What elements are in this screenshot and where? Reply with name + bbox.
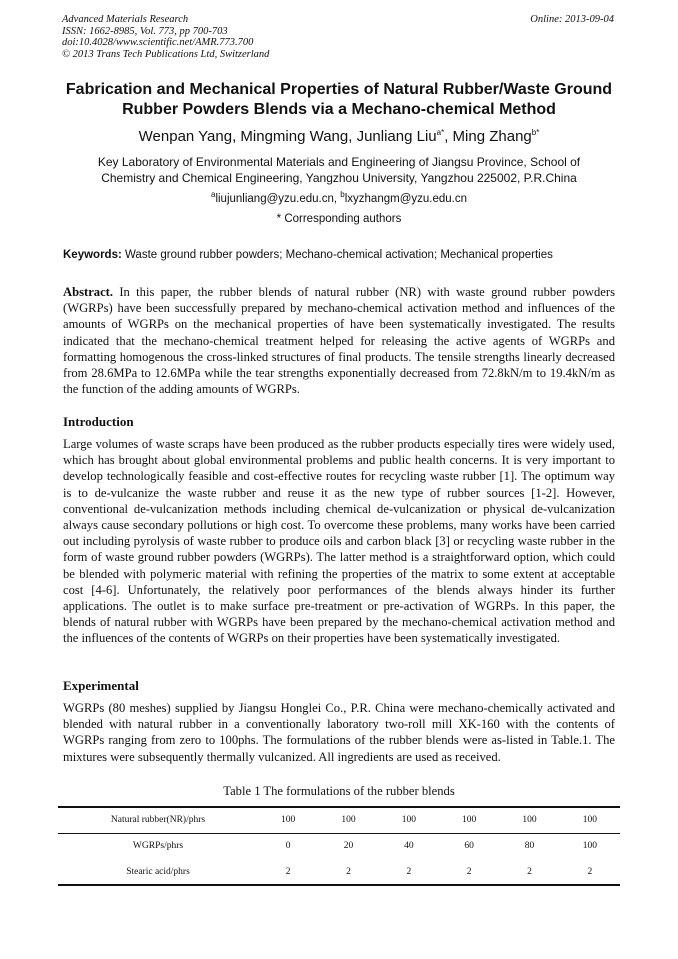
affiliation (70, 154, 608, 186)
journal-name: Advanced Materials Research (62, 14, 189, 25)
section-heading-experimental: Experimental (63, 678, 139, 693)
table-cell: 100 (582, 841, 597, 852)
keywords (63, 249, 616, 261)
title-line: Rubber Powders Blends via a Mechano-chemical Method (122, 101, 556, 118)
affiliation-line: Chemistry and Chemical Engineering, Yangzhou University, Yangzhou 225002, P.R.China (101, 171, 577, 185)
journal-issn: ISSN: 1662-8985, Vol. 773, pp 700-703 (62, 25, 228, 37)
table-cell: 2 (499, 859, 559, 885)
email-link[interactable]: lxyzhangm@yzu.edu.cn (344, 193, 467, 205)
journal-header (62, 14, 269, 60)
table-cell: 2 (439, 859, 499, 885)
keywords-text: Waste ground rubber powders; Mechano-chemical activation; Mechanical properties (121, 249, 553, 261)
table-cell: 100 (379, 807, 439, 833)
table-cell: 100 (560, 807, 620, 833)
table-cell: 2 (379, 859, 439, 885)
row-label: Stearic acid/phrs (58, 859, 258, 885)
email-link[interactable]: liujunliang@yzu.edu.cn, (215, 193, 341, 205)
online-date: Online: 2013-09-04 (530, 14, 614, 25)
authors (40, 128, 638, 145)
experimental-text: WGRPs (80 meshes) supplied by Jiangsu Honglei Co., P.R. China were mechano-chemically activated and blended with natural rubber in a conventionally laboratory two-roll mill XK-160 with the contents of WGRPs ranging from zero to 100phs. The formulations of the rubber blends were as-listed in Table.1. The mixtures were subsequently thermally vulcanized. All ingredients are used as received. (63, 701, 615, 764)
formulation-table (58, 806, 620, 886)
title-line: Fabrication and Mechanical Properties of Natural Rubber/Waste Ground (65, 81, 613, 98)
table-cell: 100 (439, 807, 499, 833)
table-cell: 2 (560, 859, 620, 885)
table-cell: 0 (285, 841, 291, 852)
author-names: Wenpan Yang, Mingming Wang, Junliang Liu (138, 128, 437, 145)
table-cell: 2 (258, 859, 318, 885)
abstract-label: Abstract. (63, 285, 114, 299)
table-cell: 100 (258, 807, 318, 833)
table-cell: 100 (499, 807, 559, 833)
keywords-label: Keywords: (63, 249, 122, 261)
abstract (63, 284, 615, 397)
table-cell: 60 (464, 841, 474, 852)
table-cell: 40 (404, 841, 414, 852)
row-label: Natural rubber(NR)/phrs (58, 807, 258, 833)
paper-title (40, 80, 638, 120)
corresponding-note: * Corresponding authors (276, 213, 402, 225)
table-cell: 100 (318, 807, 378, 833)
journal-copyright: © 2013 Trans Tech Publications Ltd, Switzerland (62, 48, 270, 60)
author-names: , Ming Zhang (444, 128, 532, 145)
table-cell: 80 (524, 841, 535, 852)
table-cell: 2 (318, 859, 378, 885)
journal-doi: doi:10.4028/www.scientific.net/AMR.773.700 (62, 37, 254, 48)
author-emails (40, 190, 638, 205)
introduction-text: Large volumes of waste scraps have been produced as the rubber products especially tires were widely used, which has brought about global environmental problems and public health concerns. It is very important to develop technologically feasible and cost-effective routes for recycling waste rubber [1]. The optimum way is to de-vulcanize the waste rubber and reuse it as the new type of rubber sources [1-2]. However, conventional de-vulcanization methods including chemical de-vulcanization or physical de-vulcanization always cause secondary pollutions or high cost. To overcome these problems, many works have been carried out including pyrolysis of waste rubber to produce oils and carbon black [3] or recycling waste rubber in the form of waste ground rubber powders (WGRPs). The latter method is a straightforward option, which could be blended with polymeric material with refining the properties of the matrix to some extent at acceptable cost [4-6]. Unfortunately, the relatively poor performances of the blends always hinder its further applications. The outlet is to make surface pre-treatment or pre-activation of WGRPs. In this paper, the blends of natural rubber with WGRPs have been prepared by the mechano-chemical activation method and the influences of the contents of WGRPs on their properties have been systematically investigated. (63, 437, 615, 646)
table-row (58, 807, 620, 833)
author-sup: b* (531, 128, 540, 137)
abstract-text: In this paper, the rubber blends of natural rubber (NR) with waste ground rubber powders (WGRPs) have been successfully prepared by mechano-chemical activation method and influences of the amounts of WGRPs on the mechanical properties of have been systematically investigated. The results indicated that the mechano-chemical treatment helped for releasing the active agents of WGRPs and formatting homogenous the cross-linked structures of final products. The tensile strengths linearly decreased from 28.6MPa to 12.6MPa while the tear strengths exponentially decreased from 72.8kN/m to 19.4kN/m as the function of the adding amounts of WGRPs. (63, 285, 615, 397)
table-caption: Table 1 The formulations of the rubber blends (223, 784, 455, 798)
author-sup: a* (436, 128, 445, 137)
affiliation-line: Key Laboratory of Environmental Materials and Engineering of Jiangsu Province, School of (97, 155, 581, 169)
table-cell: 20 (343, 841, 354, 852)
table-row (58, 833, 620, 859)
section-heading-introduction: Introduction (63, 414, 134, 429)
table-row (58, 859, 620, 885)
row-label: WGRPs/phrs (132, 841, 184, 852)
email-sup: a (210, 190, 216, 200)
email-sup: b (340, 190, 345, 200)
